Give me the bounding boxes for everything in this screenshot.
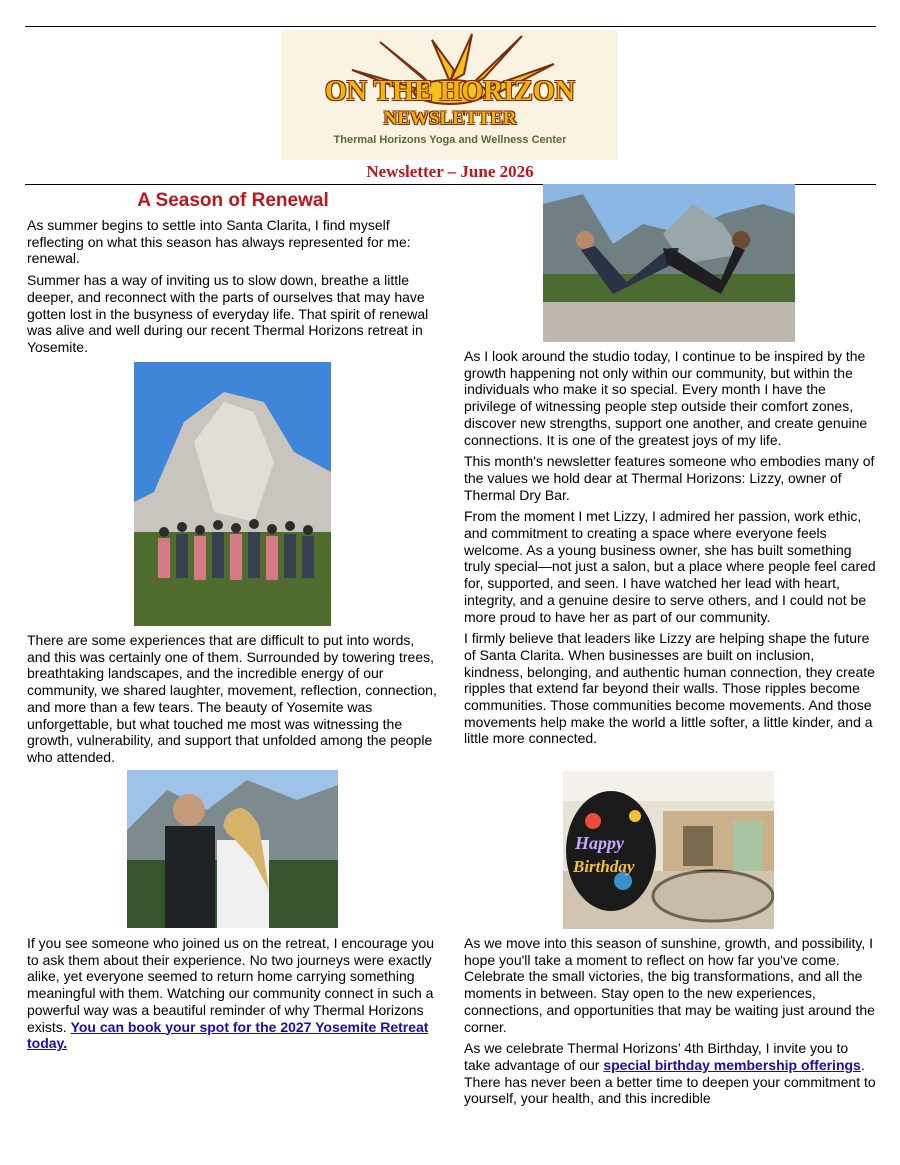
photo-birthday-salon: [563, 771, 774, 929]
paragraph-studio: As I look around the studio today, I continue to be inspired by the growth happening not only within our community, but within the individuals who make it so special. Every month I have the privilege of witnessing people step outside their comfort zones, discover new strengths, support one another, and create genuine connections. It is one of the greatest joys of my life.: [464, 348, 868, 448]
paragraph-sunshine: As we move into this season of sunshine, growth, and possibility, I hope you'll take a moment to reflect on how far you've come. Celebrate the small victories, the big transformations, and all the moments in between. Stay open to the new experiences, connections, and opportunities that may be waiting just around the corner.: [464, 935, 875, 1035]
right-column-bottom: [464, 935, 876, 1112]
balloon-text-birthday: Birthday: [573, 857, 635, 876]
photo-yoga-pose-yosemite: [543, 184, 795, 342]
left-column-top: [27, 217, 439, 361]
masthead-subtitle: NEWSLETTER: [383, 108, 517, 129]
masthead-title: ON THE HORIZON: [325, 76, 575, 107]
paragraph-feature: This month's newsletter features someone who embodies many of the values we hold dear at Thermal Horizons: Lizzy, owner of Thermal Dry Bar.: [464, 453, 875, 503]
paragraph-summer: Summer has a way of inviting us to slow down, breathe a little deeper, and reconnect with the parts of ourselves that may have gotten lost in the busyness of everyday life. That spirit of renewal was alive and well during our recent Thermal Horizons retreat in Yosemite.: [27, 272, 429, 355]
paragraph-experience: There are some experiences that are difficult to put into words, and this was certainly one of them. Surrounded by towering trees, breathtaking landscapes, and the incredible energy of our community, we shared laughter, movement, reflection, connection, and more than a few tears. The beauty of Yosemite was unforgettable, but what touched me most was witnessing the growth, vulnerability, and support that unfolded among the people who attended.: [27, 632, 437, 765]
top-rule: [25, 26, 876, 27]
article-title: A Season of Renewal: [137, 190, 329, 211]
masthead-logo: [282, 30, 618, 160]
balloon-text-happy: Happy: [575, 833, 624, 853]
paragraph-intro: As summer begins to settle into Santa Clarita, I find myself reflecting on what this season has always represented for me: renewal.: [27, 217, 411, 267]
paragraph-lizzy: From the moment I met Lizzy, I admired her passion, work ethic, and commitment to creating a space where everyone feels welcome. As a young business owner, she has built something truly special—not just a salon, but a place where people feel cared for, supported, and seen. I have watched her lead with heart, integrity, and a genuine desire to serve others, and I could not be more proud to have her as part of our community.: [464, 508, 876, 625]
masthead-tagline: Thermal Horizons Yoga and Wellness Center: [333, 134, 567, 146]
issue-date: Newsletter – June 2026: [366, 162, 534, 181]
photo-couple-yosemite: [127, 770, 338, 928]
paragraph-birthday: As we celebrate Thermal Horizons’ 4th Birthday, I invite you to take advantage of our special birthday membership offerings. There has never been a better time to deepen your commitment to yourself, your health, and this incredible: [464, 1040, 876, 1107]
left-column-bottom: [27, 935, 439, 1057]
paragraph-retreat-invite: If you see someone who joined us on the retreat, I encourage you to ask them about their experience. No two journeys were exactly alike, yet everyone seemed to return home carrying something meaningful with them. Watching our community connect in such a powerful way was a beautiful reminder of why Thermal Horizons exists. You can book your spot for the 2027 Yosemite Retreat today.: [27, 935, 435, 1052]
right-column-top: [464, 348, 876, 752]
left-column-middle: [27, 632, 439, 771]
photo-group-el-capitan: [134, 362, 331, 626]
paragraph-leaders: I firmly believe that leaders like Lizzy are helping shape the future of Santa Clarita. When businesses are built on inclusion, kindness, belonging, and authentic human connection, they create ripples that extend far beyond their walls. Those ripples become communities. Those communities become movements. And those movements help make the world a little softer, a little kinder, and a little more connected.: [464, 630, 875, 747]
birthday-membership-link[interactable]: special birthday membership offerings: [603, 1056, 861, 1073]
retreat-booking-link[interactable]: You can book your spot for the 2027 Yosemite Retreat today.: [27, 1018, 429, 1052]
